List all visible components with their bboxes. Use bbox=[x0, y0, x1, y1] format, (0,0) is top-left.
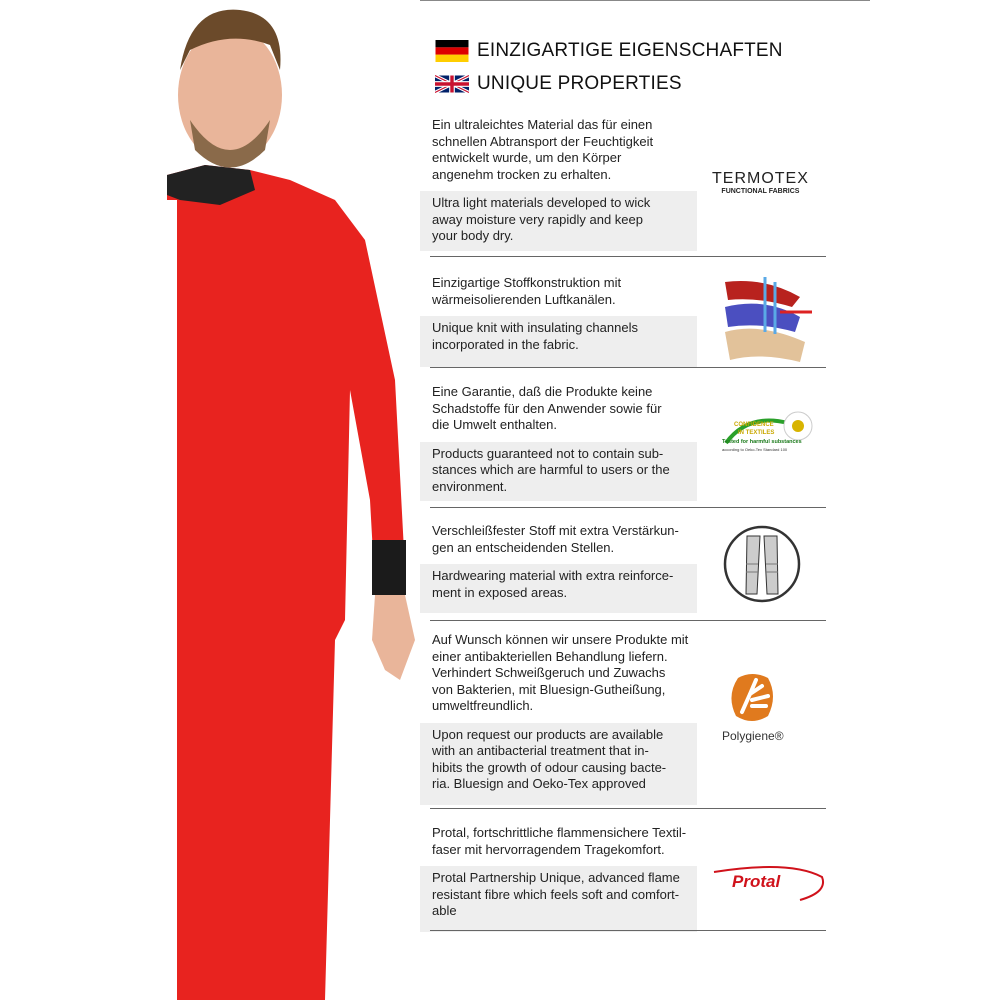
oeko-tex-logo: CONFIDENCE IN TEXTILES Tested for harmful substances according to Oeko-Tex Standard 100 bbox=[718, 408, 818, 468]
polygiene-logo: Polygiene® bbox=[722, 672, 782, 743]
fabric-channels-icon bbox=[720, 272, 815, 364]
german-text: Auf Wunsch können wir unsere Produkte mit einer antibakteriellen Behandlung liefern. Verhindert Schweißgeruch und Zuwachs von Bakterien, mit Bluesign-Gutheißung, umweltfreundlich. bbox=[432, 632, 689, 713]
germany-flag-icon bbox=[435, 40, 469, 62]
divider bbox=[430, 256, 826, 257]
english-text: Hardwearing material with extra reinforce- ment in exposed areas. bbox=[420, 564, 697, 613]
german-text: Ein ultraleichtes Material das für einen schnellen Abtransport der Feuchtigkeit entwickelt wurde, um den Körper angenehm trocken zu erhalten. bbox=[432, 117, 654, 182]
uk-flag-icon bbox=[435, 73, 469, 95]
model-photo bbox=[160, 0, 420, 1000]
termotex-logo: TERMOTEX FUNCTIONAL FABRICS bbox=[712, 170, 809, 195]
hand-icon bbox=[728, 672, 776, 724]
english-text: Protal Partnership Unique, advanced flame resistant fibre which feels soft and comfort- able bbox=[420, 866, 697, 932]
german-title: EINZIGARTIGE EIGENSCHAFTEN bbox=[477, 40, 783, 61]
english-heading bbox=[435, 73, 682, 95]
protal-logo: Protal bbox=[710, 862, 828, 902]
german-text: Einzigartige Stoffkonstruktion mit wärmeisolierenden Luftkanälen. bbox=[432, 275, 622, 307]
reinforced-knee-icon bbox=[722, 524, 802, 604]
divider bbox=[430, 620, 826, 621]
german-heading bbox=[435, 40, 783, 62]
divider bbox=[430, 930, 826, 931]
english-text: Upon request our products are available with an antibacterial treatment that in- hibits the growth of odour causing bacte- ria. Bluesign and Oeko-Tex approved bbox=[420, 723, 697, 805]
german-text: Verschleißfester Stoff mit extra Verstärkun- gen an entscheidenden Stellen. bbox=[432, 523, 679, 555]
divider bbox=[430, 367, 826, 368]
german-text: Protal, fortschrittliche flammensichere Textil- faser mit hervorragendem Tragekomfort. bbox=[432, 825, 687, 857]
divider bbox=[430, 808, 826, 809]
divider bbox=[430, 507, 826, 508]
german-text: Eine Garantie, daß die Produkte keine Schadstoffe für den Anwender sowie für die Umwelt enthalten. bbox=[432, 384, 662, 432]
english-text: Products guaranteed not to contain sub- stances which are harmful to users or the environment. bbox=[420, 442, 697, 502]
english-text: Ultra light materials developed to wick away moisture very rapidly and keep your body dry. bbox=[420, 191, 697, 251]
english-title: UNIQUE PROPERTIES bbox=[477, 73, 682, 94]
english-text: Unique knit with insulating channels incorporated in the fabric. bbox=[420, 316, 697, 367]
